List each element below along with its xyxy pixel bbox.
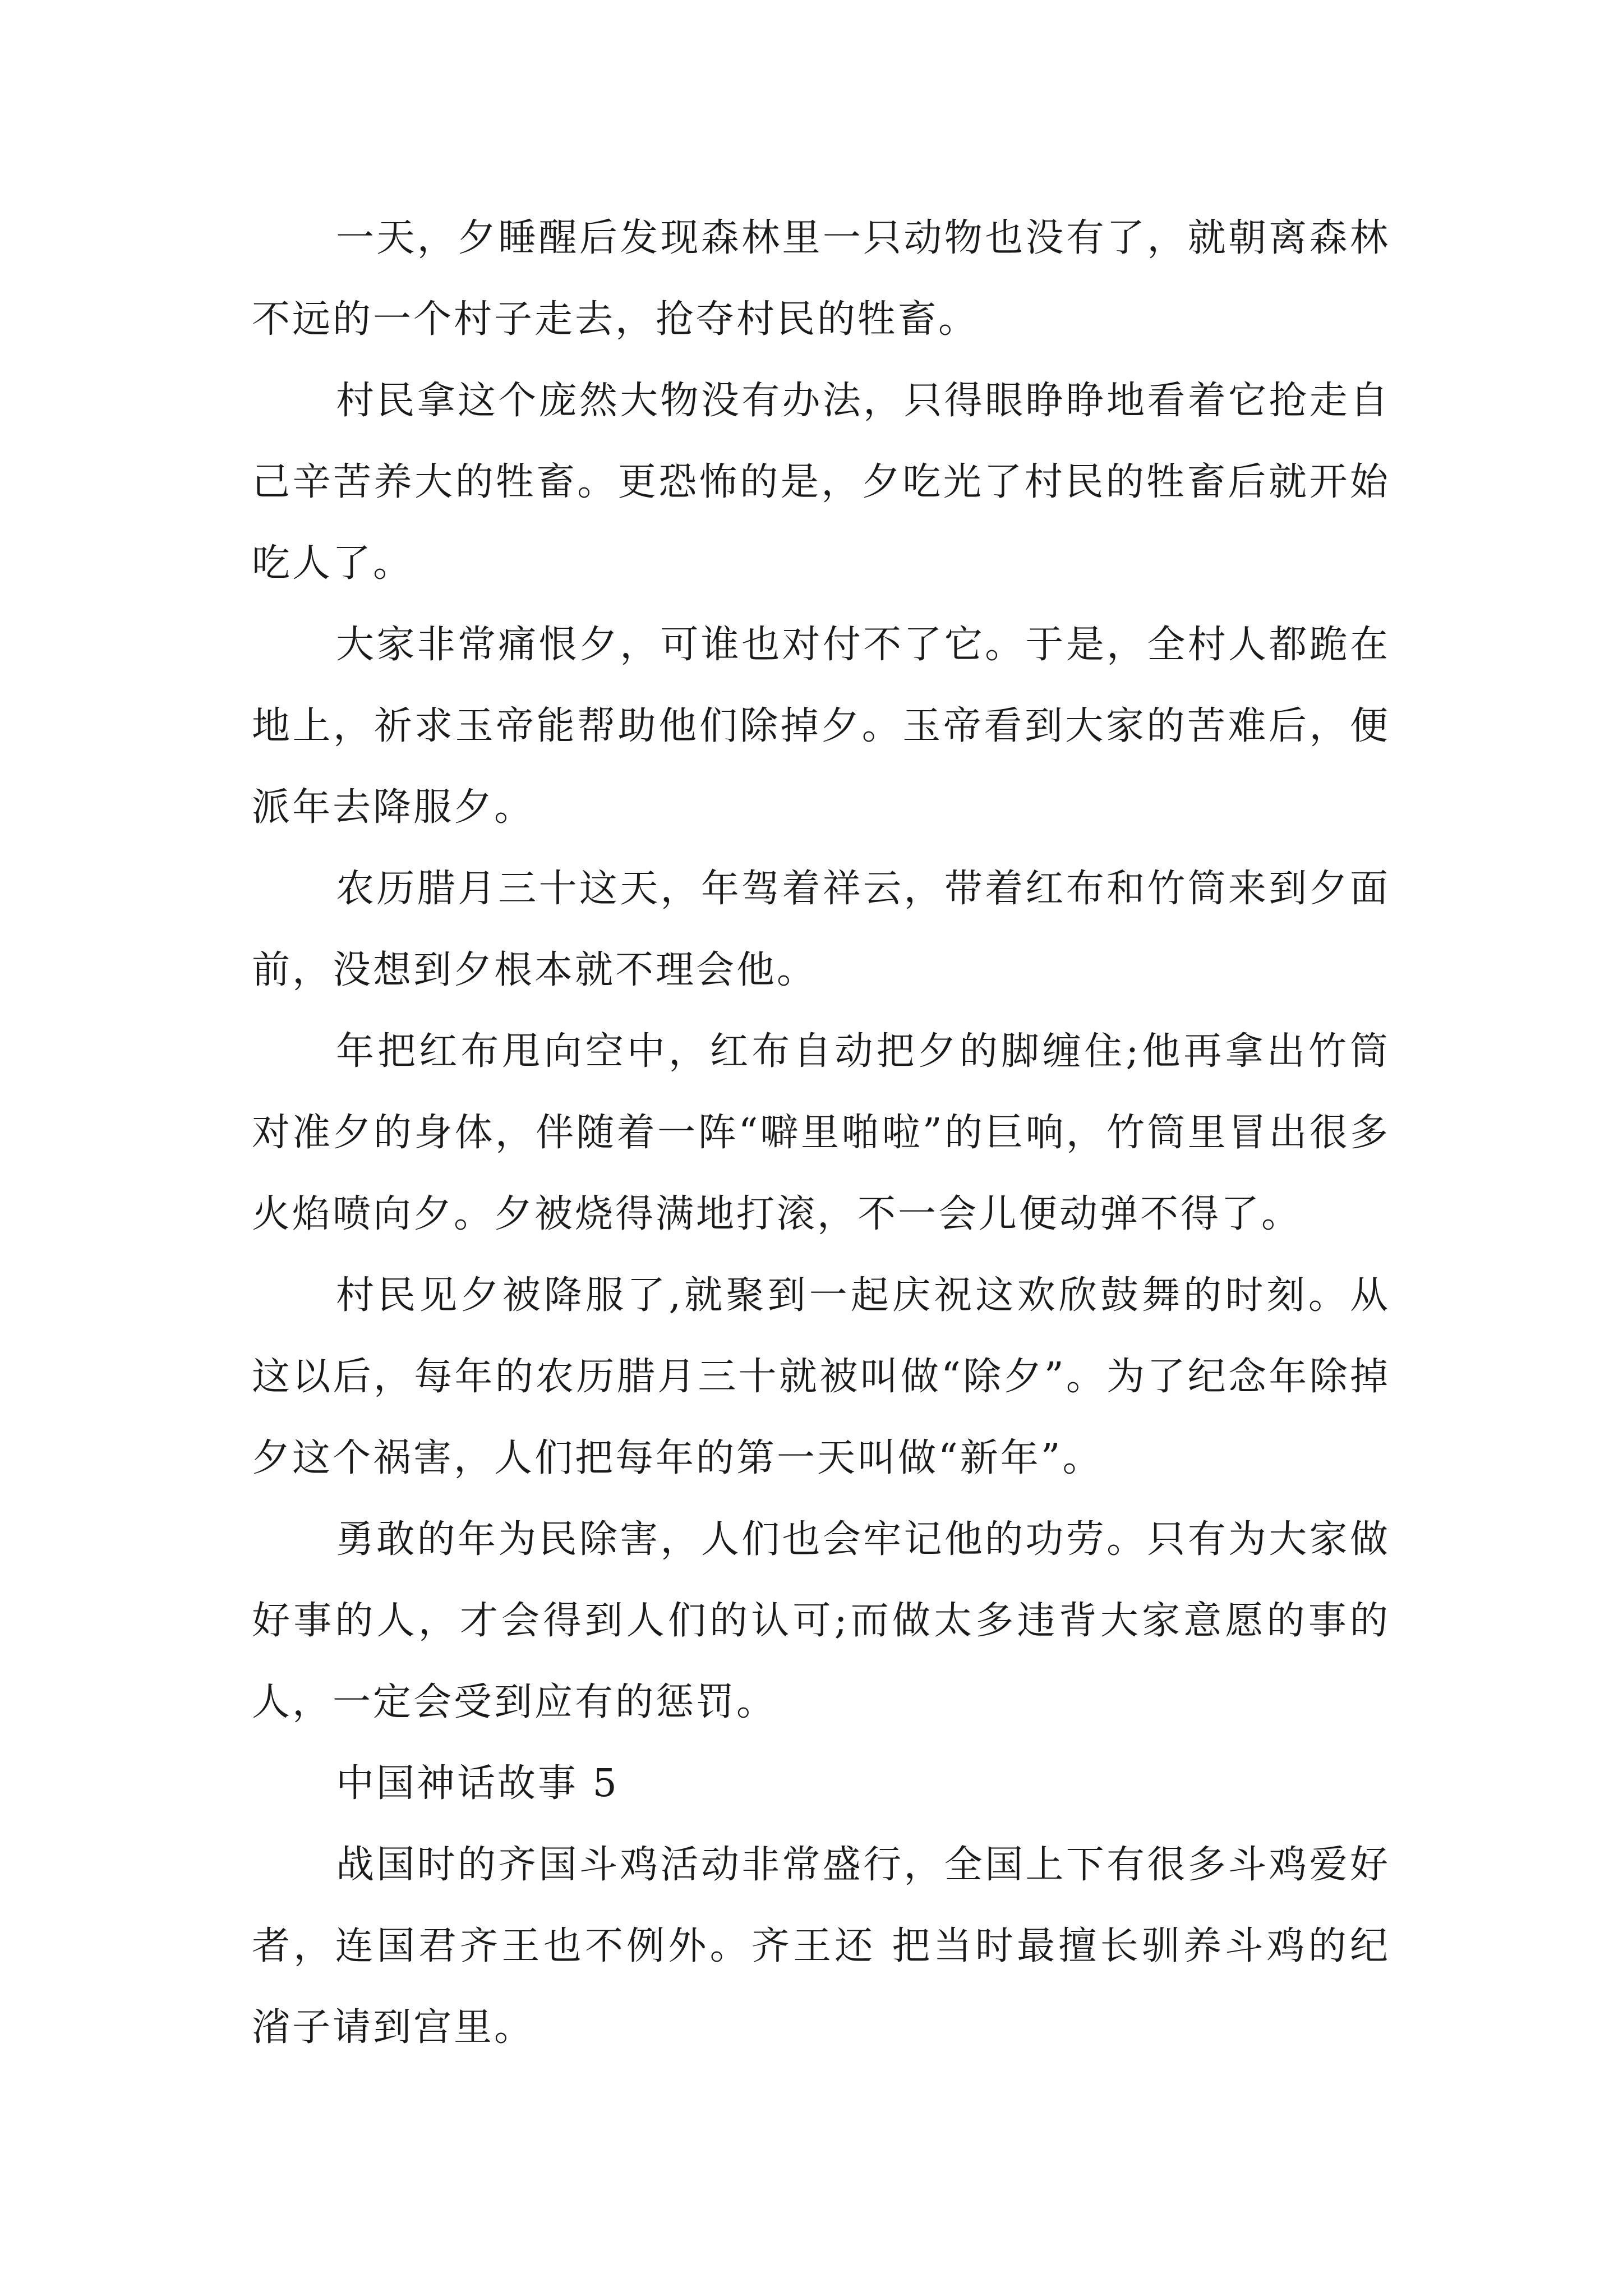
paragraph-3: 大家非常痛恨夕，可谁也对付不了它。于是，全村人都跪在地上，祈求玉帝能帮助他们除掉夕。玉帝看到大家的苦难后，便派年去降服夕。 [252, 623, 1390, 830]
paragraph-4: 农历腊月三十这天，年驾着祥云，带着红布和竹筒来到夕面前，没想到夕根本就不理会他。 [252, 867, 1390, 992]
document-body [252, 197, 1390, 2068]
closing-paragraph: 战国时的齐国斗鸡活动非常盛行，全国上下有很多斗鸡爱好者，连国君齐王也不例外。齐王还 把当时最擅长驯养斗鸡的纪渻子请到宫里。 [252, 1843, 1390, 2050]
section-heading: 中国神话故事 5 [336, 1761, 619, 1806]
paragraph-7: 勇敢的年为民除害，人们也会牢记他的功劳。只有为大家做好事的人，才会得到人们的认可;而做太多违背大家意愿的事的人，一定会受到应有的惩罚。 [252, 1517, 1390, 1724]
paragraph-5: 年把红布甩向空中，红布自动把夕的脚缠住;他再拿出竹筒对准夕的身体，伴随着一阵“噼里啪啦”的巨响，竹筒里冒出很多火焰喷向夕。夕被烧得满地打滚，不一会儿便动弹不得了。 [252, 1029, 1390, 1236]
paragraph-2: 村民拿这个庞然大物没有办法，只得眼睁睁地看着它抢走自己辛苦养大的牲畜。更恐怖的是，夕吃光了村民的牲畜后就开始吃人了。 [252, 379, 1390, 586]
paragraph-1: 一天，夕睡醒后发现森林里一只动物也没有了，就朝离森林不远的一个村子走去，抢夺村民的牲畜。 [252, 216, 1390, 342]
paragraph-6: 村民见夕被降服了,就聚到一起庆祝这欢欣鼓舞的时刻。从这以后，每年的农历腊月三十就被叫做“除夕”。为了纪念年除掉夕这个祸害，人们把每年的第一天叫做“新年”。 [252, 1273, 1390, 1480]
